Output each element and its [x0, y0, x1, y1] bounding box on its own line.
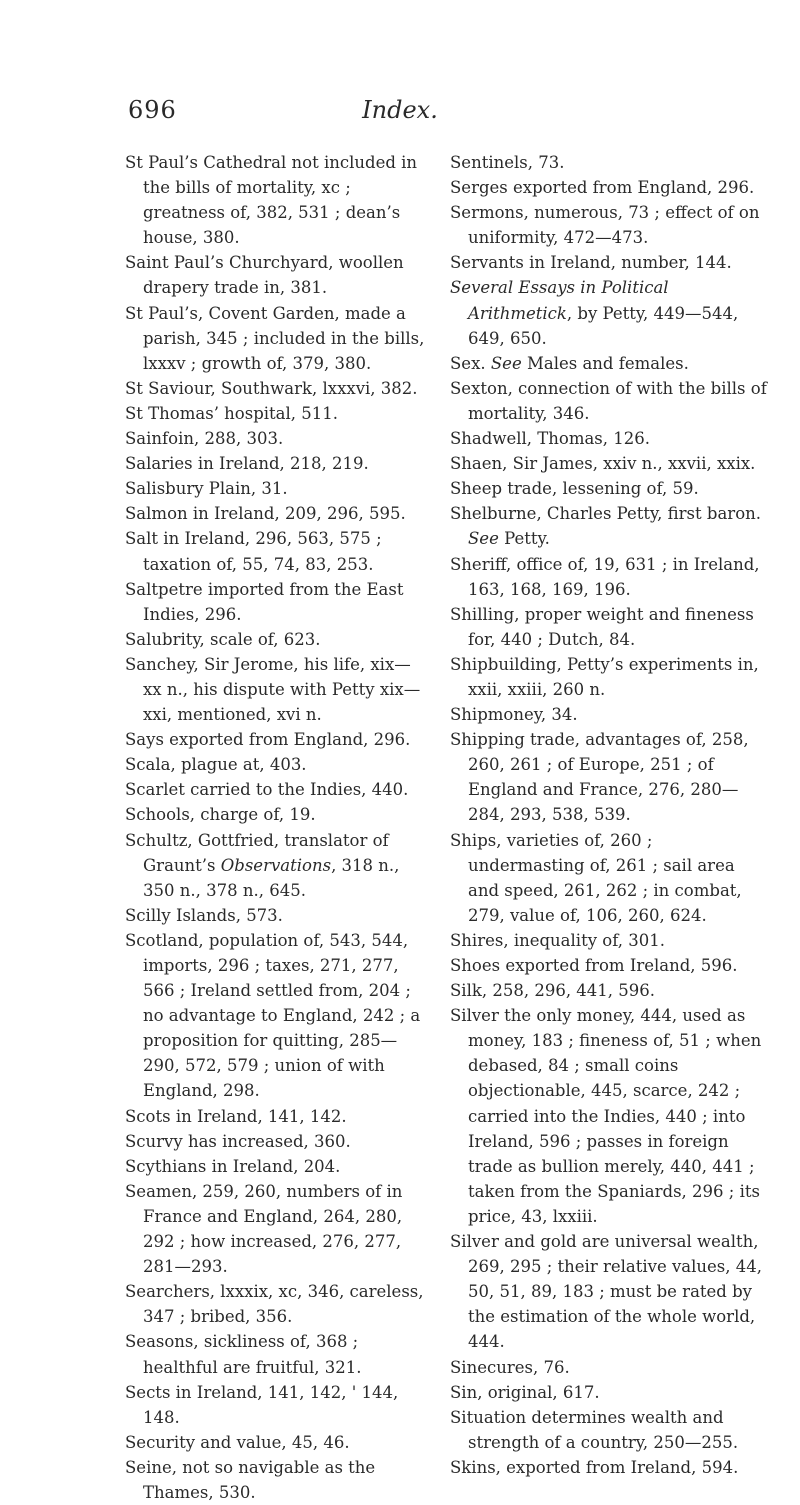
index-entry	[450, 978, 768, 1003]
index-entry-text: Sects in Ireland, 141, 142, ' 144, 148.	[125, 1382, 399, 1427]
index-entry-text: Shipmoney, 34.	[450, 705, 578, 725]
index-entry-text: Shipbuilding, Petty’s experiments in, xxii, xxiii, 260 n.	[450, 654, 759, 699]
index-entry	[125, 526, 425, 576]
index-entry-text: Scots in Ireland, 141, 142.	[125, 1106, 347, 1126]
index-entry-text: Schultz, Gottfried, translator of Graunt’s	[125, 830, 389, 875]
index-entry-text: St Paul’s Cathedral not included in the bills of mortality, xc ; greatness of, 382, 531 ; dean’s house, 380.	[125, 153, 418, 248]
index-entry	[125, 1154, 425, 1179]
index-entry-text: Seamen, 259, 260, numbers of in France and England, 264, 280, 292 ; how increased, 276, 277, 281—293.	[125, 1181, 403, 1277]
index-entry-text: Seasons, sickliness of, 368 ; healthful are fruitful, 321.	[125, 1332, 362, 1377]
index-column-right	[450, 150, 768, 1480]
index-entry-text: Shires, inequality of, 301.	[450, 930, 665, 950]
index-entry	[125, 1279, 425, 1329]
index-entry-text: Salmon in Ireland, 209, 296, 595.	[125, 504, 406, 524]
index-entry-text: Security and value, 45, 46.	[125, 1432, 350, 1452]
index-entry-text: Males and females.	[521, 353, 689, 373]
index-entry-text: Sermons, numerous, 73 ; effect of on uniformity, 472—473.	[450, 203, 760, 248]
index-entry-italic-text: Several Essays in Political Arithmetick	[450, 278, 669, 323]
index-entry-text: Sexton, connection of with the bills of mortality, 346.	[450, 378, 767, 423]
index-entry-text: Silk, 258, 296, 441, 596.	[450, 981, 656, 1001]
index-entry	[450, 828, 768, 928]
index-entry-text: , by Petty, 449—544, 649, 650.	[468, 303, 739, 348]
index-entry-text: St Paul’s, Covent Garden, made a parish, 345 ; included in the bills, lxxxv ; growth of, 379, 380.	[125, 303, 425, 373]
index-entry-text: Sheriff, office of, 19, 631 ; in Ireland, 163, 168, 169, 196.	[450, 554, 760, 599]
index-entry-text: Sheep trade, lessening of, 59.	[450, 479, 699, 499]
index-entry	[125, 501, 425, 526]
index-entry-italic-text: See	[490, 353, 522, 373]
index-entry	[125, 903, 425, 928]
index-entry	[125, 1455, 425, 1505]
index-entry-text: Salisbury Plain, 31.	[125, 479, 288, 499]
index-entry-text: Says exported from England, 296.	[125, 730, 411, 750]
index-entry	[125, 376, 425, 401]
index-entry-text: Searchers, lxxxix, xc, 346, careless, 347 ; bribed, 356.	[125, 1282, 424, 1327]
index-entry-text: Sinecures, 76.	[450, 1357, 570, 1377]
index-entry	[125, 401, 425, 426]
index-entry-text: Shoes exported from Ireland, 596.	[450, 956, 738, 975]
index-entry	[125, 250, 425, 300]
index-entry	[450, 250, 768, 275]
index-entry	[125, 577, 425, 627]
index-entry	[125, 1430, 425, 1455]
index-entry	[125, 928, 425, 1104]
index-entry-text: Scythians in Ireland, 204.	[125, 1156, 341, 1176]
page-header	[0, 96, 800, 136]
index-entry	[450, 727, 768, 827]
index-entry	[450, 1405, 768, 1455]
running-title: Index.	[362, 96, 438, 124]
index-entry-text: Ships, varieties of, 260 ; undermasting of, 261 ; sail area and speed, 261, 262 ; in combat, 279, value of, 106, 260, 624.	[450, 830, 742, 925]
index-entry	[450, 1003, 768, 1229]
index-entry-text: Sanchey, Sir Jerome, his life, xix—xx n., his dispute with Petty xix—xxi, mentioned, xvi n.	[125, 654, 421, 725]
index-entry	[450, 351, 768, 376]
index-entry-text: Salt in Ireland, 296, 563, 575 ; taxation of, 55, 74, 83, 253.	[125, 529, 382, 574]
index-entry	[125, 752, 425, 777]
index-entry-text: Salaries in Ireland, 218, 219.	[125, 454, 369, 474]
index-entry	[450, 476, 768, 501]
index-entry-text: Shaen, Sir James, xxiv n., xxvii, xxix.	[450, 454, 756, 474]
index-entry-text: Shadwell, Thomas, 126.	[450, 429, 651, 449]
index-entry-text: Sentinels, 73.	[450, 153, 565, 172]
index-entry	[450, 376, 768, 426]
index-entry	[125, 802, 425, 827]
index-entry	[125, 1179, 425, 1279]
index-entry	[125, 301, 425, 376]
index-entry	[125, 1104, 425, 1129]
index-entry	[450, 953, 768, 978]
index-entry-text: Sin, original, 617.	[450, 1382, 600, 1402]
index-entry	[450, 275, 768, 350]
index-entry	[125, 652, 425, 727]
index-entry-text: Scarlet carried to the Indies, 440.	[125, 780, 409, 800]
index-entry-text: Shilling, proper weight and fineness for, 440 ; Dutch, 84.	[450, 604, 754, 649]
index-entry	[125, 1329, 425, 1379]
index-entry-text: Silver and gold are universal wealth, 269, 295 ; their relative values, 44, 50, 51, 89, 183 ; must be rated by the estimation of the whole world, 444.	[450, 1232, 762, 1352]
index-entry-text: St Saviour, Southwark, lxxxvi, 382.	[125, 378, 418, 398]
index-entry-text: Sex.	[450, 353, 491, 373]
index-entry	[125, 1380, 425, 1430]
index-entry-text: Serges exported from England, 296.	[450, 178, 755, 198]
index-entry	[125, 451, 425, 476]
index-entry	[450, 501, 768, 551]
index-entry-text: Skins, exported from Ireland, 594.	[450, 1457, 739, 1477]
index-entry	[450, 175, 768, 200]
index-entry-text: Sainfoin, 288, 303.	[125, 429, 284, 449]
index-entry	[450, 1455, 768, 1480]
index-entry	[125, 627, 425, 652]
index-entry	[450, 552, 768, 602]
index-entry	[125, 426, 425, 451]
index-entry	[125, 476, 425, 501]
index-entry-text: St Thomas’ hospital, 511.	[125, 403, 339, 423]
index-entry	[450, 928, 768, 953]
index-entry	[450, 150, 768, 175]
index-entry	[450, 1229, 768, 1354]
index-entry	[125, 150, 425, 250]
index-entry	[450, 652, 768, 702]
index-entry-italic-text: Observations	[220, 855, 332, 875]
index-entry-text: Salubrity, scale of, 623.	[125, 629, 321, 649]
index-entry-italic-text: See	[468, 529, 499, 549]
index-entry-text: Schools, charge of, 19.	[125, 805, 316, 825]
index-entry-text: Situation determines wealth and strength of a country, 250—255.	[450, 1407, 739, 1452]
index-entry-text: Petty.	[498, 529, 550, 549]
index-entry-text: Shipping trade, advantages of, 258, 260, 261 ; of Europe, 251 ; of England and France, 276, 280—284, 293, 538, 539.	[450, 730, 749, 825]
index-entry	[450, 702, 768, 727]
index-entry	[450, 602, 768, 652]
index-entry-text: Saltpetre imported from the East Indies, 296.	[125, 579, 404, 624]
index-entry-text: Scurvy has increased, 360.	[125, 1131, 351, 1151]
index-column-left	[125, 150, 425, 1505]
index-entry	[450, 426, 768, 451]
index-entry	[125, 828, 425, 903]
index-entry-text: Silver the only money, 444, used as money, 183 ; fineness of, 51 ; when debased, 84 ; small coins objectionable, 445, scarce, 242 ; carried into the Indies, 440 ; into Ireland, 596 ; passes in foreign trade as bullion merely, 440, 441 ; taken from the Spaniards, 296 ; its price, 43, lxxiii.	[450, 1006, 762, 1226]
page-number: 696	[128, 96, 177, 124]
index-entry	[450, 1355, 768, 1380]
index-entry-text: , 318 n., 350 n., 378 n., 645.	[143, 855, 400, 900]
index-entry	[450, 1380, 768, 1405]
index-entry-text: Servants in Ireland, number, 144.	[450, 253, 732, 273]
index-entry-text: Shelburne, Charles Petty, first baron.	[450, 504, 761, 524]
index-entry-text: Scotland, population of, 543, 544, imports, 296 ; taxes, 271, 277, 566 ; Ireland settled from, 204 ; no advantage to England, 242 ; a proposition for quitting, 285—290, 572, 579 ; union of with England, 298.	[125, 930, 421, 1101]
index-entry-text: Scala, plague at, 403.	[125, 755, 307, 775]
index-entry	[125, 1129, 425, 1154]
index-entry	[450, 200, 768, 250]
index-entry	[450, 451, 768, 476]
index-entry-text: Saint Paul’s Churchyard, woollen drapery trade in, 381.	[125, 253, 404, 298]
index-entry-text: Scilly Islands, 573.	[125, 905, 283, 925]
index-entry-text: Seine, not so navigable as the Thames, 530.	[125, 1457, 376, 1502]
index-entry	[125, 777, 425, 802]
index-entry	[125, 727, 425, 752]
